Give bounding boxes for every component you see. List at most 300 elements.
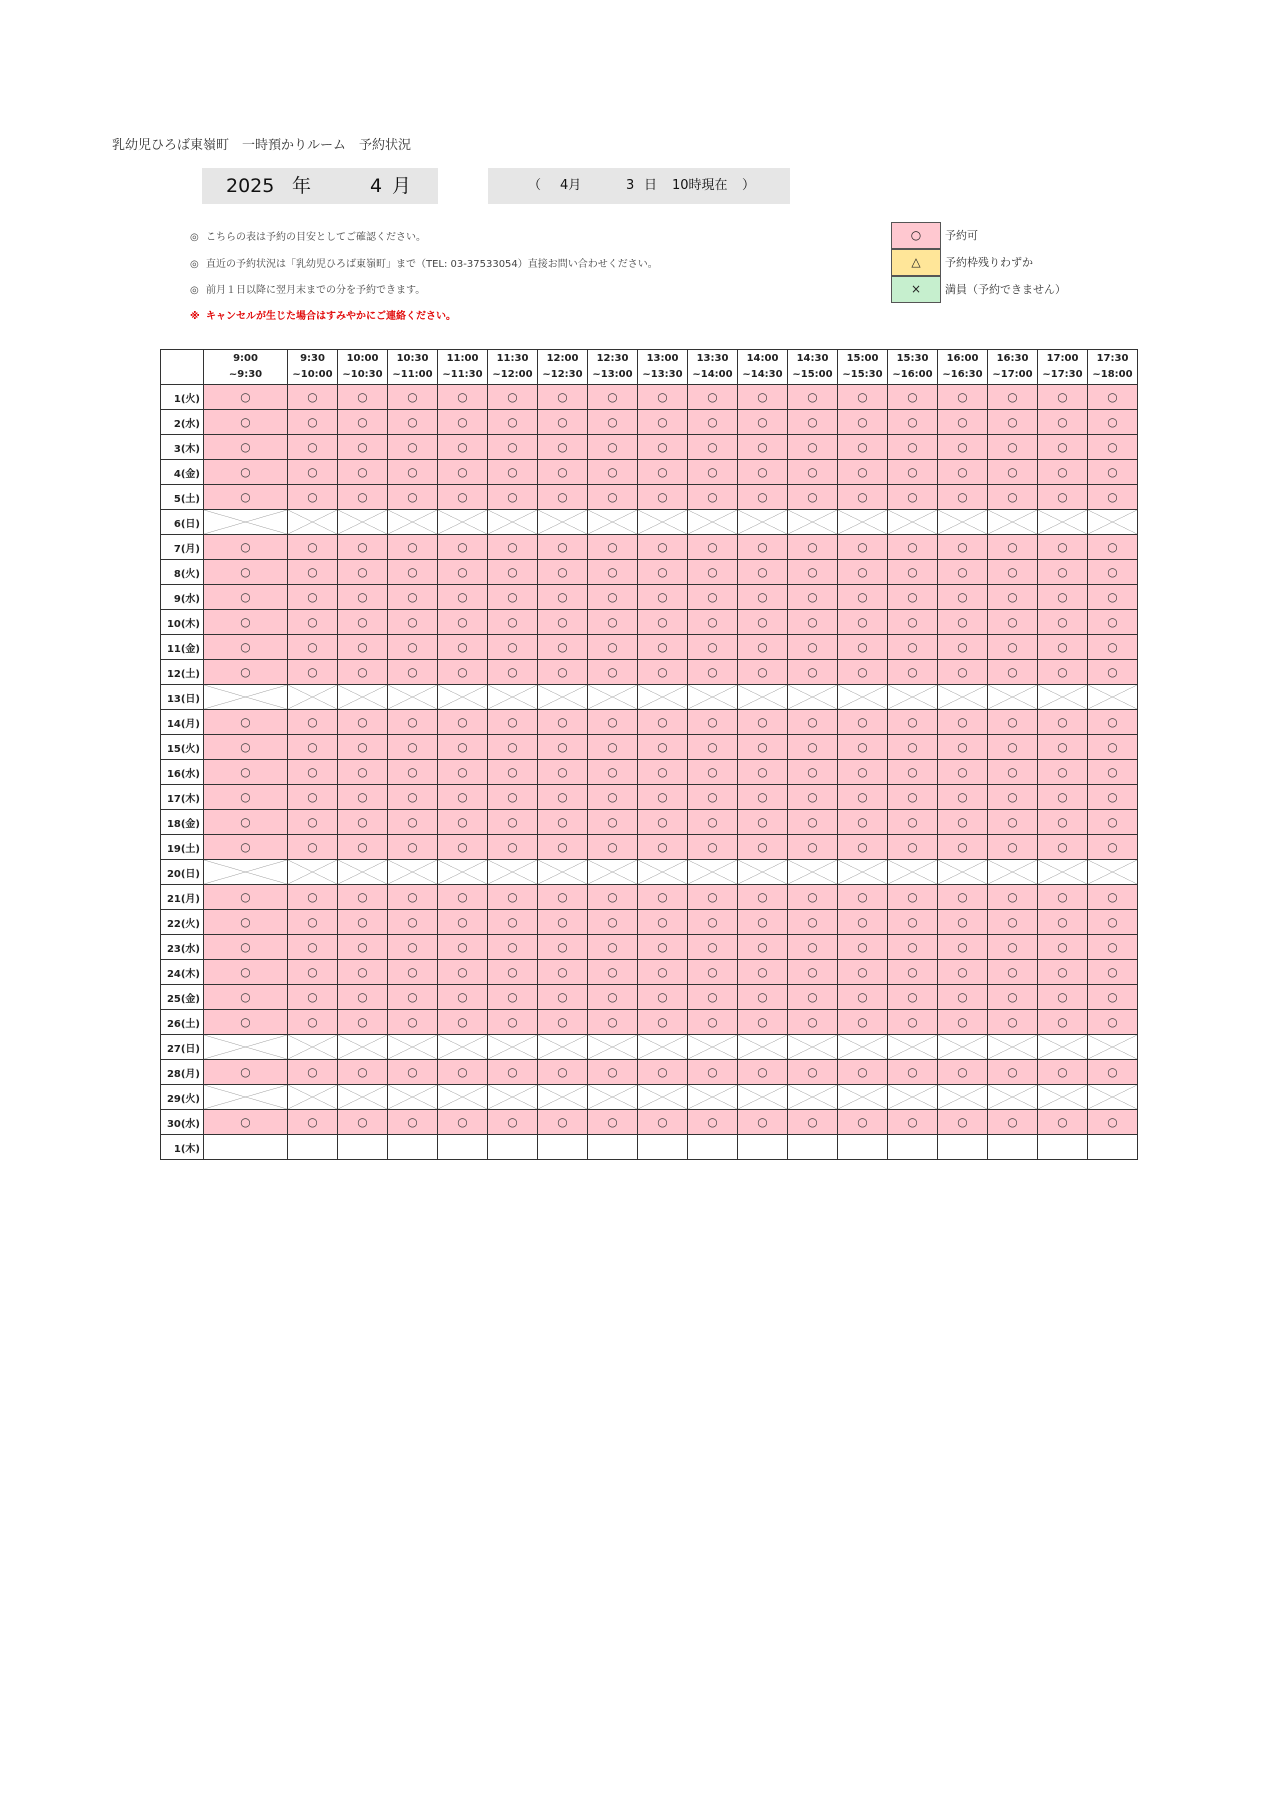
note-text: 直近の予約状況は「乳幼児ひろば東嶺町」まで（TEL: 03-37533054）直接お問い合わせください。: [206, 259, 658, 270]
slot-cell-available: ○: [988, 585, 1038, 610]
time-slot-header: [738, 350, 788, 385]
legend-symbol: ○: [891, 222, 941, 249]
slot-cell-available: ○: [638, 835, 688, 860]
slot-cell-available: ○: [388, 835, 438, 860]
slot-cell-available: ○: [938, 385, 988, 410]
slot-cell-available: ○: [438, 1060, 488, 1085]
slot-cell-available: ○: [688, 635, 738, 660]
slot-start: 12:30: [596, 353, 629, 364]
slot-cell-available: ○: [638, 735, 688, 760]
slot-cell-available: ○: [788, 385, 838, 410]
slot-cell-available: ○: [638, 560, 688, 585]
table-row: [161, 1085, 1138, 1110]
slot-cell-available: ○: [988, 710, 1038, 735]
slot-cell-available: ○: [588, 735, 638, 760]
slot-cell-available: ○: [388, 935, 438, 960]
slot-cell-available: ○: [488, 410, 538, 435]
slot-cell-available: ○: [738, 385, 788, 410]
slot-cell-available: ○: [738, 1110, 788, 1135]
slot-cell-closed: [988, 1035, 1038, 1060]
slot-cell-available: ○: [1088, 810, 1138, 835]
slot-cell-available: ○: [388, 435, 438, 460]
slot-cell-closed: [938, 685, 988, 710]
slot-cell-available: ○: [638, 810, 688, 835]
slot-cell-available: ○: [538, 710, 588, 735]
slot-cell-available: ○: [488, 660, 538, 685]
slot-cell-available: ○: [638, 585, 688, 610]
slot-cell-available: ○: [938, 585, 988, 610]
slot-cell-closed: [438, 685, 488, 710]
slot-cell-closed: [338, 860, 388, 885]
slot-cell-available: ○: [738, 410, 788, 435]
slot-cell-empty: [688, 1135, 738, 1160]
slot-end: ~15:30: [842, 369, 883, 380]
slot-cell-available: ○: [788, 885, 838, 910]
slot-cell-available: ○: [838, 810, 888, 835]
slot-cell-available: ○: [1038, 535, 1088, 560]
slot-cell-available: ○: [438, 435, 488, 460]
slot-cell-available: ○: [538, 910, 588, 935]
slot-cell-closed: [288, 510, 338, 535]
time-slot-header: [888, 350, 938, 385]
slot-cell-available: ○: [1038, 835, 1088, 860]
slot-cell-available: ○: [838, 835, 888, 860]
slot-cell-available: ○: [888, 985, 938, 1010]
table-row: [161, 785, 1138, 810]
slot-cell-available: ○: [638, 435, 688, 460]
slot-start: 17:30: [1096, 353, 1129, 364]
slot-cell-available: ○: [638, 385, 688, 410]
note-item: [190, 255, 658, 270]
slot-cell-closed: [288, 685, 338, 710]
slot-cell-empty: [388, 1135, 438, 1160]
slot-start: 13:30: [696, 353, 729, 364]
slot-cell-available: ○: [488, 560, 538, 585]
slot-cell-available: ○: [788, 1060, 838, 1085]
slot-cell-available: ○: [588, 985, 638, 1010]
slot-cell-available: ○: [488, 385, 538, 410]
slot-cell-available: ○: [1038, 385, 1088, 410]
slot-cell-available: ○: [888, 385, 938, 410]
slot-cell-available: ○: [788, 660, 838, 685]
slot-cell-available: ○: [388, 610, 438, 635]
slot-cell-available: ○: [588, 535, 638, 560]
slot-cell-available: ○: [288, 535, 338, 560]
slot-start: 14:00: [746, 353, 779, 364]
time-slot-header: [588, 350, 638, 385]
slot-cell-available: ○: [638, 410, 688, 435]
slot-cell-available: ○: [738, 835, 788, 860]
table-row: [161, 960, 1138, 985]
slot-cell-available: ○: [1088, 560, 1138, 585]
day-label: 18(金): [161, 810, 204, 835]
slot-cell-available: ○: [204, 585, 288, 610]
slot-cell-closed: [888, 860, 938, 885]
slot-cell-available: ○: [638, 485, 688, 510]
slot-cell-available: ○: [888, 660, 938, 685]
slot-cell-available: ○: [338, 1010, 388, 1035]
slot-cell-available: ○: [688, 535, 738, 560]
slot-cell-available: ○: [838, 885, 888, 910]
slot-cell-available: ○: [688, 410, 738, 435]
table-row: [161, 560, 1138, 585]
slot-cell-available: ○: [288, 1110, 338, 1135]
slot-cell-available: ○: [204, 810, 288, 835]
slot-cell-closed: [788, 1085, 838, 1110]
slot-cell-available: ○: [688, 585, 738, 610]
slot-cell-closed: [588, 1085, 638, 1110]
slot-cell-available: ○: [588, 835, 638, 860]
month-value: 4: [370, 175, 383, 197]
slot-cell-available: ○: [838, 760, 888, 785]
slot-cell-available: ○: [338, 985, 388, 1010]
slot-cell-empty: [338, 1135, 388, 1160]
slot-cell-available: ○: [1088, 960, 1138, 985]
slot-cell-available: ○: [288, 460, 338, 485]
slot-cell-closed: [938, 860, 988, 885]
day-label: 28(月): [161, 1060, 204, 1085]
slot-cell-available: ○: [204, 760, 288, 785]
slot-cell-available: ○: [288, 785, 338, 810]
slot-cell-available: ○: [938, 885, 988, 910]
legend-label: 予約枠残りわずか: [945, 256, 1033, 269]
slot-cell-available: ○: [488, 585, 538, 610]
slot-cell-available: ○: [588, 585, 638, 610]
legend-label: 予約可: [945, 229, 978, 242]
day-label: 10(木): [161, 610, 204, 635]
slot-cell-available: ○: [888, 785, 938, 810]
slot-cell-available: ○: [388, 1110, 438, 1135]
note-marker: ◎: [190, 232, 199, 243]
slot-cell-available: ○: [688, 660, 738, 685]
slot-cell-available: ○: [1038, 1110, 1088, 1135]
note-item: [190, 281, 425, 296]
slot-cell-available: ○: [688, 910, 738, 935]
day-label: 20(日): [161, 860, 204, 885]
slot-cell-available: ○: [988, 435, 1038, 460]
slot-cell-available: ○: [338, 810, 388, 835]
slot-cell-available: ○: [888, 885, 938, 910]
slot-cell-closed: [988, 510, 1038, 535]
slot-cell-closed: [204, 860, 288, 885]
slot-cell-closed: [204, 1035, 288, 1060]
slot-cell-available: ○: [788, 735, 838, 760]
slot-cell-closed: [888, 685, 938, 710]
time-slot-header: [538, 350, 588, 385]
slot-cell-available: ○: [1038, 760, 1088, 785]
slot-cell-available: ○: [588, 460, 638, 485]
slot-end: ~16:30: [942, 369, 983, 380]
slot-cell-available: ○: [938, 960, 988, 985]
slot-cell-available: ○: [538, 485, 588, 510]
time-slot-header: [488, 350, 538, 385]
slot-cell-available: ○: [438, 1010, 488, 1035]
slot-cell-available: ○: [1088, 585, 1138, 610]
slot-cell-available: ○: [888, 960, 938, 985]
slot-cell-available: ○: [438, 410, 488, 435]
slot-start: 11:30: [496, 353, 529, 364]
slot-cell-available: ○: [1088, 785, 1138, 810]
slot-cell-available: ○: [888, 835, 938, 860]
slot-cell-available: ○: [738, 760, 788, 785]
day-label: 7(月): [161, 535, 204, 560]
slot-cell-closed: [388, 510, 438, 535]
slot-cell-available: ○: [1088, 435, 1138, 460]
slot-cell-available: ○: [438, 560, 488, 585]
note-marker: ◎: [190, 285, 199, 296]
slot-cell-available: ○: [988, 660, 1038, 685]
slot-cell-available: ○: [488, 935, 538, 960]
slot-cell-available: ○: [638, 910, 688, 935]
slot-cell-closed: [788, 510, 838, 535]
slot-cell-available: ○: [388, 460, 438, 485]
slot-cell-available: ○: [938, 410, 988, 435]
slot-cell-empty: [838, 1135, 888, 1160]
slot-cell-available: ○: [838, 960, 888, 985]
time-slot-header: [688, 350, 738, 385]
note-marker: ※: [190, 311, 200, 322]
slot-cell-available: ○: [538, 660, 588, 685]
slot-cell-available: ○: [204, 635, 288, 660]
slot-start: 15:30: [896, 353, 929, 364]
slot-cell-closed: [788, 685, 838, 710]
slot-cell-available: ○: [738, 535, 788, 560]
table-row: [161, 810, 1138, 835]
slot-cell-available: ○: [288, 485, 338, 510]
slot-cell-available: ○: [988, 1110, 1038, 1135]
slot-cell-available: ○: [588, 1060, 638, 1085]
slot-end: ~14:30: [742, 369, 783, 380]
slot-cell-closed: [338, 685, 388, 710]
slot-cell-available: ○: [888, 585, 938, 610]
slot-cell-available: ○: [888, 485, 938, 510]
table-row: [161, 760, 1138, 785]
slot-cell-available: ○: [388, 735, 438, 760]
slot-cell-closed: [1038, 685, 1088, 710]
day-label: 15(火): [161, 735, 204, 760]
slot-cell-closed: [638, 860, 688, 885]
slot-cell-available: ○: [288, 635, 338, 660]
slot-cell-available: ○: [688, 960, 738, 985]
slot-cell-available: ○: [388, 535, 438, 560]
slot-cell-available: ○: [488, 1010, 538, 1035]
slot-cell-available: ○: [204, 535, 288, 560]
slot-cell-available: ○: [788, 810, 838, 835]
table-row: [161, 860, 1138, 885]
slot-cell-available: ○: [588, 935, 638, 960]
slot-cell-available: ○: [688, 735, 738, 760]
slot-cell-available: ○: [838, 560, 888, 585]
slot-cell-available: ○: [1038, 435, 1088, 460]
year-unit: 年: [292, 175, 312, 197]
time-slot-header: [288, 350, 338, 385]
slot-cell-available: ○: [688, 1060, 738, 1085]
slot-cell-available: ○: [938, 1010, 988, 1035]
slot-cell-closed: [788, 860, 838, 885]
slot-end: ~13:30: [642, 369, 683, 380]
table-row: [161, 935, 1138, 960]
slot-cell-available: ○: [204, 560, 288, 585]
day-label: 21(月): [161, 885, 204, 910]
slot-cell-available: ○: [638, 660, 688, 685]
slot-cell-available: ○: [538, 935, 588, 960]
slot-cell-available: ○: [438, 585, 488, 610]
legend-symbol: △: [891, 249, 941, 276]
slot-cell-available: ○: [488, 485, 538, 510]
day-label: 2(水): [161, 410, 204, 435]
slot-cell-closed: [888, 1035, 938, 1060]
slot-cell-available: ○: [1088, 985, 1138, 1010]
slot-cell-closed: [938, 1035, 988, 1060]
slot-cell-available: ○: [638, 785, 688, 810]
slot-cell-closed: [388, 685, 438, 710]
slot-cell-available: ○: [638, 935, 688, 960]
slot-cell-available: ○: [204, 960, 288, 985]
slot-cell-available: ○: [788, 435, 838, 460]
table-row: [161, 710, 1138, 735]
slot-cell-available: ○: [888, 410, 938, 435]
slot-cell-available: ○: [938, 810, 988, 835]
year-month-box: [202, 168, 438, 204]
slot-cell-closed: [938, 1085, 988, 1110]
slot-cell-available: ○: [988, 810, 1038, 835]
slot-cell-available: ○: [288, 810, 338, 835]
slot-cell-available: ○: [338, 760, 388, 785]
as-of-day: 3: [626, 178, 635, 193]
day-label: 19(土): [161, 835, 204, 860]
slot-cell-available: ○: [888, 935, 938, 960]
slot-cell-available: ○: [588, 1010, 638, 1035]
slot-cell-available: ○: [438, 835, 488, 860]
document-title: 乳幼児ひろば東嶺町 一時預かりルーム 予約状況: [112, 138, 412, 153]
slot-cell-available: ○: [488, 960, 538, 985]
table-row: [161, 735, 1138, 760]
slot-cell-available: ○: [338, 485, 388, 510]
slot-cell-available: ○: [388, 660, 438, 685]
slot-cell-available: ○: [338, 735, 388, 760]
slot-cell-available: ○: [488, 910, 538, 935]
slot-cell-empty: [1088, 1135, 1138, 1160]
slot-cell-available: ○: [738, 810, 788, 835]
slot-cell-available: ○: [488, 835, 538, 860]
slot-cell-available: ○: [438, 735, 488, 760]
slot-cell-closed: [738, 685, 788, 710]
slot-cell-available: ○: [538, 460, 588, 485]
slot-cell-available: ○: [738, 710, 788, 735]
slot-cell-available: ○: [588, 910, 638, 935]
slot-cell-available: ○: [688, 435, 738, 460]
slot-cell-closed: [1088, 510, 1138, 535]
slot-cell-available: ○: [388, 410, 438, 435]
slot-cell-available: ○: [288, 910, 338, 935]
slot-cell-available: ○: [588, 710, 638, 735]
table-row: [161, 910, 1138, 935]
time-slot-header: [638, 350, 688, 385]
slot-cell-available: ○: [588, 660, 638, 685]
slot-cell-closed: [588, 510, 638, 535]
slot-cell-available: ○: [338, 1060, 388, 1085]
slot-cell-closed: [688, 1085, 738, 1110]
slot-cell-available: ○: [1038, 985, 1088, 1010]
slot-cell-available: ○: [738, 660, 788, 685]
slot-cell-closed: [688, 1035, 738, 1060]
slot-cell-available: ○: [288, 1060, 338, 1085]
slot-cell-available: ○: [988, 885, 1038, 910]
slot-cell-available: ○: [888, 610, 938, 635]
slot-cell-available: ○: [388, 810, 438, 835]
day-label: 5(土): [161, 485, 204, 510]
slot-cell-available: ○: [538, 735, 588, 760]
slot-cell-closed: [488, 860, 538, 885]
slot-cell-available: ○: [538, 1010, 588, 1035]
slot-cell-available: ○: [204, 885, 288, 910]
slot-cell-available: ○: [838, 710, 888, 735]
slot-cell-available: ○: [538, 985, 588, 1010]
slot-cell-available: ○: [288, 735, 338, 760]
slot-cell-available: ○: [838, 585, 888, 610]
slot-cell-available: ○: [788, 760, 838, 785]
slot-cell-available: ○: [388, 885, 438, 910]
time-slot-header: [1088, 350, 1138, 385]
note-text: こちらの表は予約の目安としてご確認ください。: [206, 232, 426, 243]
slot-cell-available: ○: [338, 460, 388, 485]
slot-cell-available: ○: [988, 735, 1038, 760]
slot-cell-available: ○: [288, 435, 338, 460]
slot-cell-available: ○: [588, 385, 638, 410]
slot-cell-available: ○: [288, 835, 338, 860]
slot-cell-available: ○: [1088, 535, 1138, 560]
slot-cell-available: ○: [338, 585, 388, 610]
slot-cell-available: ○: [338, 635, 388, 660]
slot-cell-available: ○: [838, 435, 888, 460]
slot-cell-empty: [488, 1135, 538, 1160]
slot-cell-available: ○: [204, 1110, 288, 1135]
slot-cell-available: ○: [1088, 760, 1138, 785]
slot-cell-available: ○: [288, 935, 338, 960]
slot-cell-available: ○: [488, 735, 538, 760]
slot-cell-closed: [638, 510, 688, 535]
table-row: [161, 1060, 1138, 1085]
slot-cell-available: ○: [938, 710, 988, 735]
slot-cell-closed: [288, 1085, 338, 1110]
time-slot-header-row: [161, 350, 1138, 385]
slot-cell-available: ○: [438, 485, 488, 510]
slot-cell-available: ○: [204, 660, 288, 685]
slot-cell-closed: [888, 510, 938, 535]
slot-cell-available: ○: [738, 1010, 788, 1035]
day-label: 25(金): [161, 985, 204, 1010]
slot-cell-available: ○: [688, 835, 738, 860]
slot-cell-closed: [738, 1085, 788, 1110]
slot-cell-available: ○: [1038, 935, 1088, 960]
slot-cell-available: ○: [338, 935, 388, 960]
slot-cell-available: ○: [738, 885, 788, 910]
slot-cell-available: ○: [788, 710, 838, 735]
table-row: [161, 660, 1138, 685]
slot-cell-available: ○: [388, 985, 438, 1010]
slot-cell-available: ○: [438, 610, 488, 635]
slot-cell-available: ○: [438, 1110, 488, 1135]
slot-cell-available: ○: [204, 610, 288, 635]
slot-cell-available: ○: [538, 435, 588, 460]
day-label: 24(木): [161, 960, 204, 985]
slot-cell-available: ○: [938, 610, 988, 635]
as-of-day-unit: 日: [644, 178, 658, 193]
slot-cell-available: ○: [204, 485, 288, 510]
table-row: [161, 1010, 1138, 1035]
slot-cell-available: ○: [388, 560, 438, 585]
slot-cell-available: ○: [738, 935, 788, 960]
